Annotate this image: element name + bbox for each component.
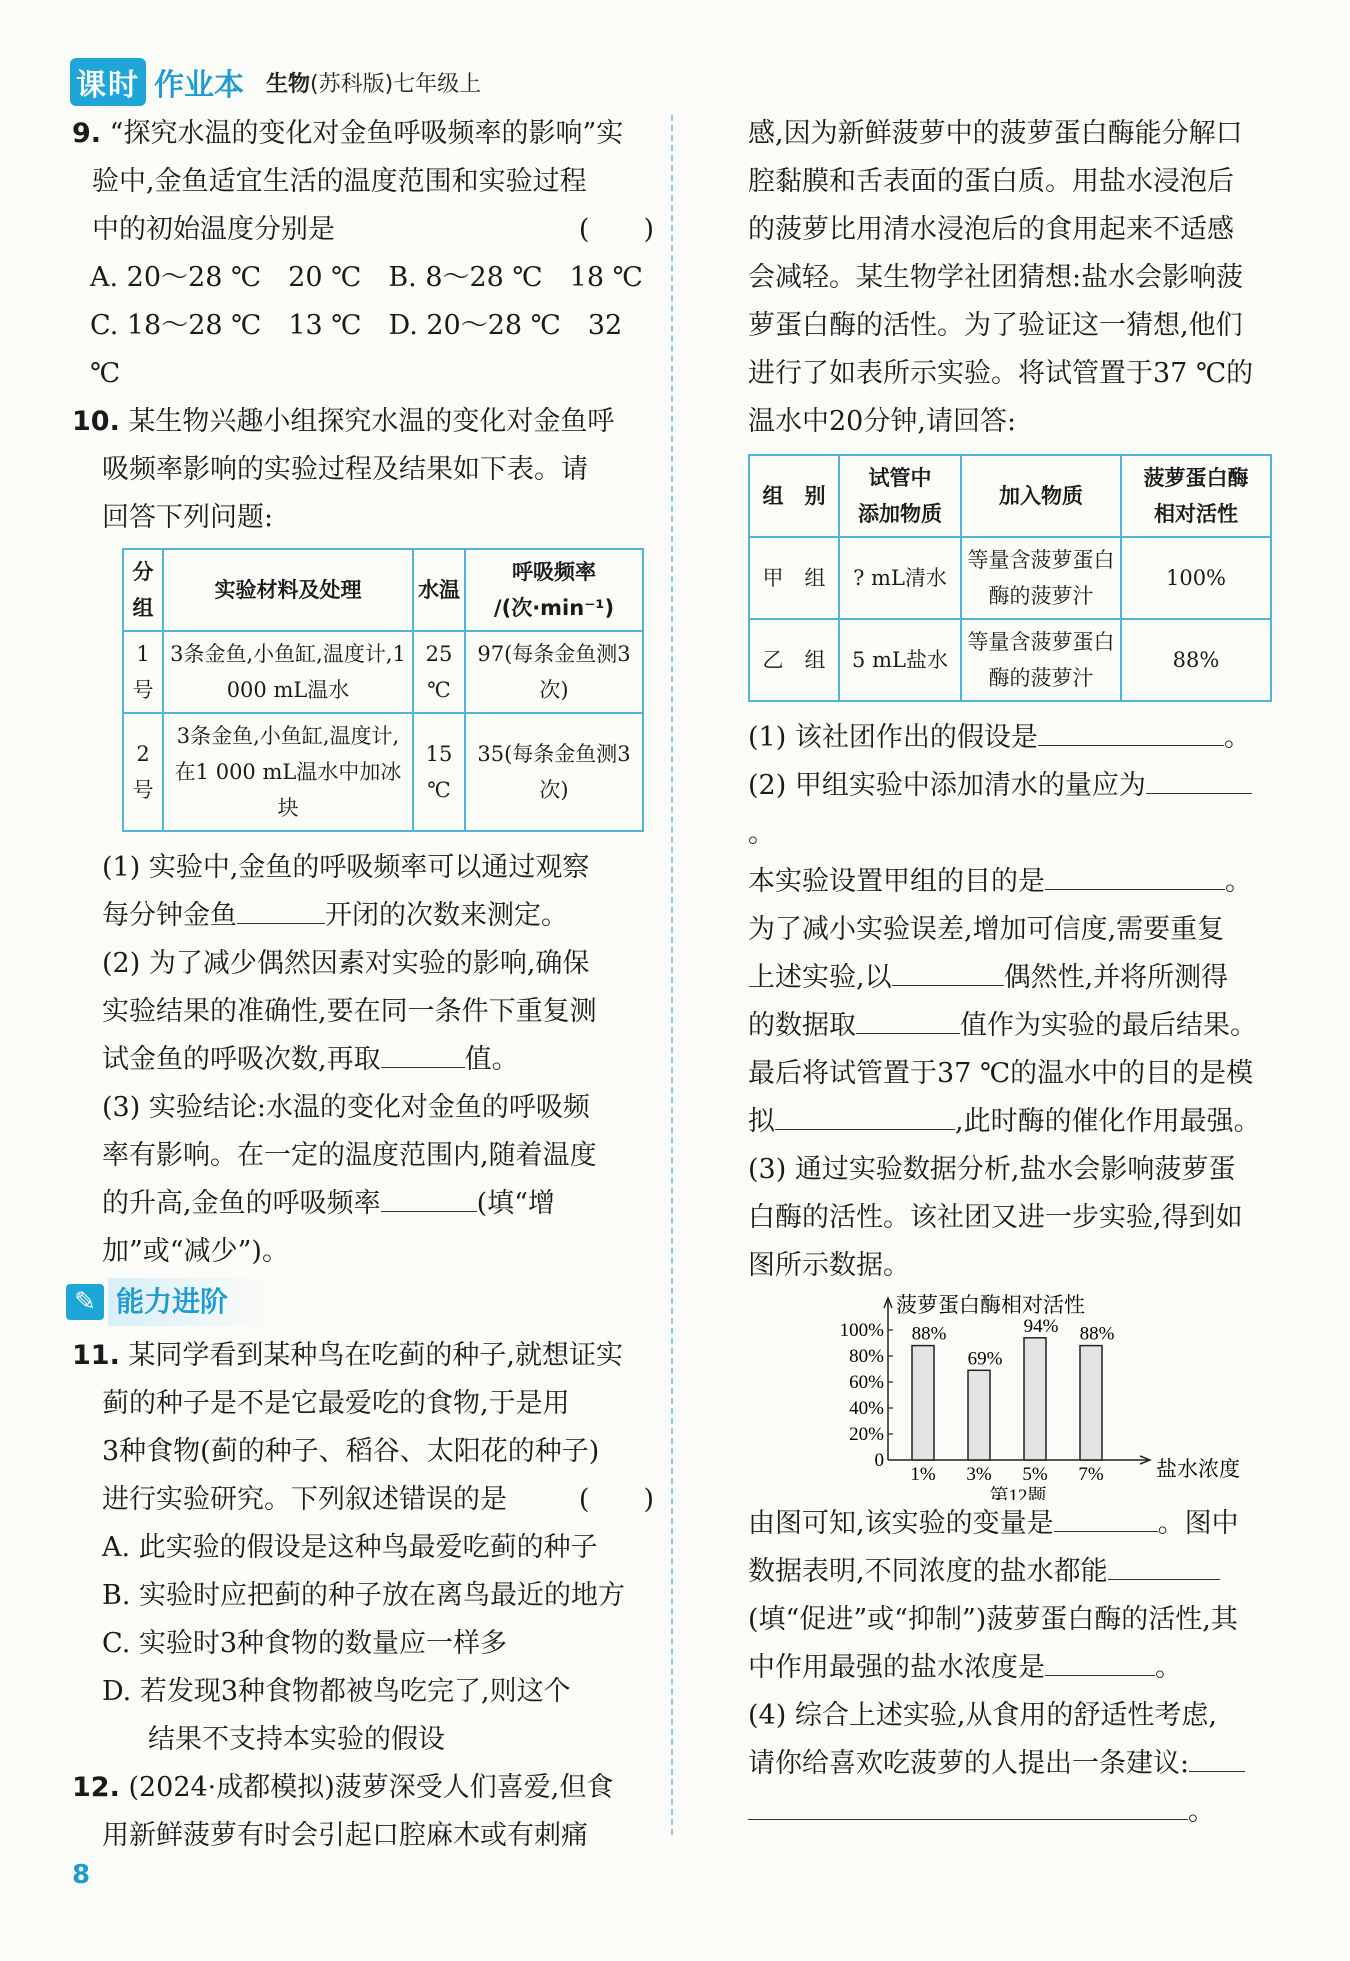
q11-option-c: C. 实验时3种食物的数量应一样多 (102, 1628, 508, 1659)
q11-option-b: B. 实验时应把蓟的种子放在离鸟最近的地方 (102, 1580, 626, 1611)
logo-text: 作业本 (154, 68, 244, 103)
q12-a3e: 数据表明,不同浓度的盐水都能 (748, 1556, 1108, 1587)
q10-p3e: 加”或“减少”)。 (102, 1236, 289, 1267)
th-add-1: 试管中 (868, 466, 932, 490)
q12-a3f: (填“促进”或“抑制”)菠萝蛋白酶的活性,其 (748, 1604, 1238, 1635)
q12-a3g-end: 。 (1155, 1652, 1182, 1683)
y-tick-label: 60% (849, 1372, 884, 1393)
y-axis-label: 菠萝蛋白酶相对活性 (896, 1293, 1085, 1317)
q9-stem-3: 中的初始温度分别是 (92, 214, 335, 245)
answer-blank[interactable] (1038, 715, 1224, 746)
q12-text-6: 进行了如表所示实验。将试管置于37 ℃的 (748, 358, 1254, 389)
y-tick-label: 100% (839, 1320, 884, 1341)
data-label: 88% (911, 1323, 947, 1345)
th-activity (1121, 455, 1271, 537)
q12-a2c: 为了减小实验误差,增加可信度,需要重复 (748, 914, 1225, 945)
table-row (123, 631, 643, 713)
q12-a1: (1) 该社团作出的假设是 (748, 722, 1038, 753)
answer-blank[interactable] (1146, 763, 1252, 794)
x-tick-label: 5% (1022, 1464, 1048, 1485)
q11-stem-3: 3种食物(蓟的种子、稻谷、太阳花的种子) (102, 1436, 600, 1467)
q12-a2a-end: 。 (748, 818, 775, 849)
q9-number: 9. (72, 118, 102, 149)
chart-caption: 第12题 (989, 1486, 1047, 1500)
cell-join: 等量含菠萝蛋白酶的菠萝汁 (961, 619, 1121, 701)
th-rate-1: 呼吸频率 (512, 560, 596, 584)
bar (968, 1370, 990, 1460)
th-join: 加入物质 (961, 455, 1121, 537)
th-activity-2: 相对活性 (1154, 502, 1238, 526)
left-column (72, 110, 654, 1860)
answer-blank[interactable] (1054, 1501, 1158, 1532)
q9-stem-1: “探究水温的变化对金鱼呼吸频率的影响”实 (109, 118, 624, 149)
cell-rate: 97(每条金鱼测3次) (465, 631, 643, 713)
q12-stem-2: 用新鲜菠萝有时会引起口腔麻木或有刺痛 (102, 1820, 588, 1851)
q12-a2a: (2) 甲组实验中添加清水的量应为 (748, 770, 1146, 801)
q10-p3d: (填“增 (476, 1188, 555, 1219)
q11-option-a: A. 此实验的假设是这种鸟最爱吃蓟的种子 (102, 1532, 598, 1563)
answer-blank[interactable] (1045, 1645, 1155, 1676)
q12-text-7: 温水中20分钟,请回答: (748, 406, 1017, 437)
section-heading (66, 1278, 654, 1326)
q12-a1-end: 。 (1223, 722, 1251, 753)
y-tick-label: 80% (849, 1346, 884, 1367)
cell-group: 甲 组 (749, 537, 839, 619)
th-activity-1: 菠萝蛋白酶 (1143, 466, 1249, 490)
th-material: 实验材料及处理 (163, 549, 413, 631)
q12-text-1: 感,因为新鲜菠萝中的菠萝蛋白酶能分解口 (748, 118, 1243, 149)
q12-a2d-end: 偶然性,并将所测得 (1003, 962, 1229, 993)
th-add-2: 添加物质 (858, 502, 942, 526)
q11-stem-2: 蓟的种子是不是它最爱吃的食物,于是用 (102, 1388, 570, 1419)
y-tick-label: 0 (874, 1450, 884, 1471)
q12-a2b: 本实验设置甲组的目的是 (748, 866, 1045, 897)
x-tick-label: 1% (910, 1464, 936, 1485)
q10-p1a: (1) 实验中,金鱼的呼吸频率可以通过观察 (102, 852, 590, 883)
q10-stem-1: 某生物兴趣小组探究水温的变化对金鱼呼 (128, 406, 615, 437)
column-divider (671, 115, 673, 1835)
q10-table (122, 548, 644, 832)
section-label: 能力进阶 (108, 1278, 268, 1326)
cell-group: 2号 (123, 713, 163, 831)
q12-a2e-end: 值作为实验的最后结果。 (960, 1010, 1257, 1041)
q10-stem-2: 吸频率影响的实验过程及结果如下表。请 (102, 454, 588, 485)
q12-text-3: 的菠萝比用清水浸泡后的食用起来不适感 (748, 214, 1234, 245)
table-row (749, 619, 1271, 701)
q9-answer-paren: ( ) (578, 214, 654, 245)
answer-blank[interactable] (892, 955, 1004, 986)
x-tick-label: 3% (966, 1464, 992, 1485)
q11-stem-4: 进行实验研究。下列叙述错误的是 (102, 1484, 507, 1515)
q10-number: 10. (72, 406, 120, 437)
q12-text-2: 腔黏膜和舌表面的蛋白质。用盐水浸泡后 (748, 166, 1234, 197)
bar (912, 1346, 934, 1460)
x-tick-label: 7% (1078, 1464, 1104, 1485)
data-label: 88% (1079, 1323, 1115, 1345)
q12-text-4: 会减轻。某生物学社团猜想:盐水会影响菠 (748, 262, 1244, 293)
answer-blank[interactable] (1045, 859, 1225, 890)
question-11 (72, 1332, 654, 1764)
answer-blank[interactable] (381, 1037, 465, 1068)
cell-material: 3条金鱼,小鱼缸,温度计,在1 000 mL温水中加冰块 (163, 713, 413, 831)
edition: (苏科版)七年级上 (310, 71, 482, 97)
q12-a2g: 拟 (748, 1106, 775, 1137)
data-label: 94% (1023, 1315, 1059, 1337)
th-add (839, 455, 961, 537)
th-group: 组 别 (749, 455, 839, 537)
q9-option-c: C. 18～28 ℃ 13 ℃ (90, 310, 362, 341)
q12-a3d: 由图可知,该实验的变量是 (748, 1508, 1054, 1539)
q10-p2c: 试金鱼的呼吸次数,再取 (102, 1044, 381, 1075)
data-label: 69% (967, 1348, 1003, 1370)
question-10 (72, 398, 654, 1276)
q12-a2d: 上述实验,以 (748, 962, 892, 993)
cell-temp: 25 ℃ (413, 631, 465, 713)
cell-group: 1号 (123, 631, 163, 713)
bar (1080, 1346, 1102, 1460)
q12-text-5: 萝蛋白酶的活性。为了验证这一猜想,他们 (748, 310, 1243, 341)
answer-blank[interactable] (775, 1099, 955, 1130)
q12-a3b: 白酶的活性。该社团又进一步实验,得到如 (748, 1202, 1243, 1233)
answer-blank[interactable] (237, 893, 325, 924)
q10-p2d: 值。 (464, 1044, 519, 1075)
subject: 生物 (266, 71, 311, 97)
q10-p1b: 每分钟金鱼 (102, 900, 237, 931)
q10-p3c: 的升高,金鱼的呼吸频率 (102, 1188, 381, 1219)
q10-p2b: 实验结果的准确性,要在同一条件下重复测 (102, 996, 597, 1027)
table-row (749, 537, 1271, 619)
y-tick-label: 20% (849, 1424, 884, 1445)
th-temp: 水温 (413, 549, 465, 631)
answer-blank[interactable] (856, 1003, 960, 1034)
q9-option-a: A. 20～28 ℃ 20 ℃ (90, 262, 362, 293)
q12-number: 12. (72, 1772, 120, 1803)
q12-bar-chart (748, 1290, 1278, 1500)
cell-add: ? mL清水 (839, 537, 961, 619)
q10-stem-3: 回答下列问题: (102, 502, 274, 533)
q12-a2e: 的数据取 (748, 1010, 856, 1041)
page-header (70, 62, 481, 102)
answer-blank[interactable] (1108, 1549, 1220, 1580)
cell-join: 等量含菠萝蛋白酶的菠萝汁 (961, 537, 1121, 619)
th-rate (465, 549, 643, 631)
cell-activity: 100% (1121, 537, 1271, 619)
cell-temp: 15 ℃ (413, 713, 465, 831)
chart-svg (748, 1290, 1278, 1500)
q12-a3a: (3) 通过实验数据分析,盐水会影响菠萝蛋 (748, 1154, 1236, 1185)
th-rate-2: /(次·min⁻¹) (493, 596, 615, 620)
q12-a4-end: 。 (1188, 1796, 1215, 1827)
q12-a2f: 最后将试管置于37 ℃的温水中的目的是模 (748, 1058, 1254, 1089)
q12-a4a: (4) 综合上述实验,从食用的舒适性考虑, (748, 1700, 1217, 1731)
q11-option-d-1: D. 若发现3种食物都被鸟吃完了,则这个 (102, 1676, 571, 1707)
book-logo (70, 58, 244, 106)
answer-blank[interactable] (748, 1789, 1188, 1820)
q11-answer-paren: ( ) (578, 1484, 654, 1515)
q12-a2g-end: ,此时酶的催化作用最强。 (955, 1106, 1261, 1137)
q11-option-d-2: 结果不支持本实验的假设 (148, 1724, 445, 1755)
table-header-row (123, 549, 643, 631)
th-group: 分组 (123, 549, 163, 631)
q9-stem-2: 验中,金鱼适宜生活的温度范围和实验过程 (92, 166, 587, 197)
subject-label (266, 67, 481, 98)
q12-a3c: 图所示数据。 (748, 1250, 910, 1281)
q9-option-b: B. 8～28 ℃ 18 ℃ (388, 262, 643, 293)
q9-option-d: D. 20～28 ℃ 32 ℃ (90, 310, 623, 389)
q12-table (748, 454, 1272, 702)
answer-blank[interactable] (381, 1181, 477, 1212)
table-header-row (749, 455, 1271, 537)
bar (1024, 1338, 1046, 1460)
q10-p2a: (2) 为了减少偶然因素对实验的影响,确保 (102, 948, 590, 979)
q11-number: 11. (72, 1340, 120, 1371)
pencil-icon: ✎ (66, 1284, 104, 1320)
right-column (748, 110, 1278, 1836)
table-row (123, 713, 643, 831)
q10-p1c: 开闭的次数来测定。 (325, 900, 568, 931)
x-axis-label: 盐水浓度 (1156, 1457, 1240, 1481)
cell-group: 乙 组 (749, 619, 839, 701)
q12-a3g: 中作用最强的盐水浓度是 (748, 1652, 1045, 1683)
q12-stem-1: (2024·成都模拟)菠萝深受人们喜爱,但食 (128, 1772, 614, 1803)
q10-p3b: 率有影响。在一定的温度范围内,随着温度 (102, 1140, 597, 1171)
q12-a2b-end: 。 (1225, 866, 1252, 897)
q10-p3a: (3) 实验结论:水温的变化对金鱼的呼吸频 (102, 1092, 590, 1123)
cell-material: 3条金鱼,小鱼缸,温度计,1 000 mL温水 (163, 631, 413, 713)
question-9 (72, 110, 654, 398)
cell-rate: 35(每条金鱼测3次) (465, 713, 643, 831)
question-12-start (72, 1764, 654, 1860)
logo-box: 课时 (70, 58, 146, 106)
y-tick-label: 40% (849, 1398, 884, 1419)
cell-activity: 88% (1121, 619, 1271, 701)
cell-add: 5 mL盐水 (839, 619, 961, 701)
q12-a4b: 请你给喜欢吃菠萝的人提出一条建议: (748, 1748, 1190, 1779)
q11-stem-1: 某同学看到某种鸟在吃蓟的种子,就想证实 (128, 1340, 624, 1371)
q12-a3d-end: 。图中 (1157, 1508, 1239, 1539)
answer-blank[interactable] (1189, 1741, 1245, 1772)
page-number: 8 (72, 1860, 91, 1890)
